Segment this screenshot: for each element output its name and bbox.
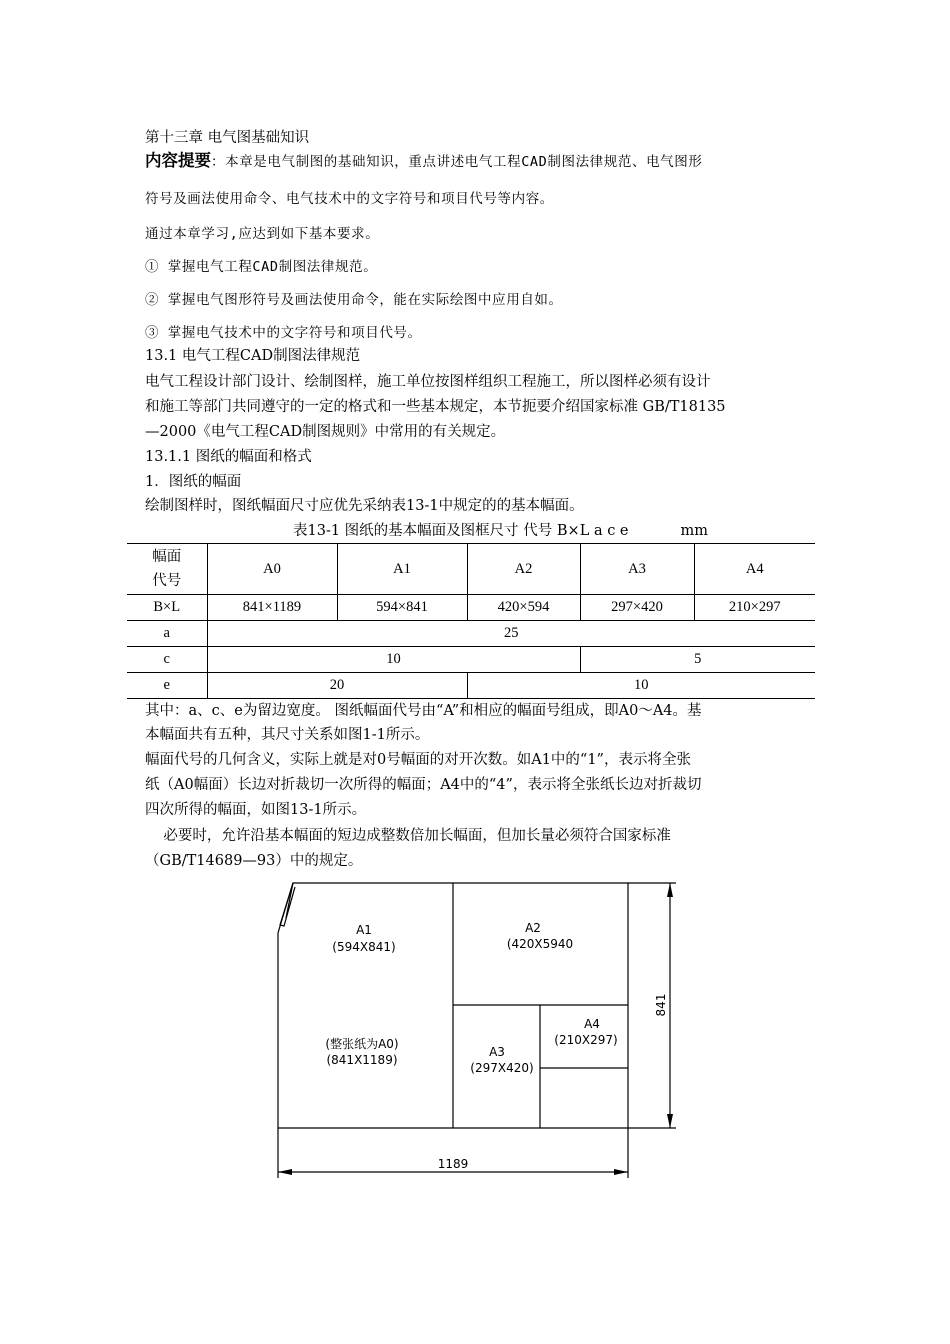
- table-header-cell: A2: [467, 544, 580, 595]
- item-1-heading: 1．图纸的幅面: [145, 474, 242, 490]
- row-label: e: [127, 673, 207, 699]
- summary-text-1: ：本章是电气制图的基础知识，重点讲述电气工程CAD制图法律规范、电气图形: [211, 154, 703, 170]
- table-header-cell: A0: [207, 544, 337, 595]
- dim-height-label: 841: [654, 993, 668, 1017]
- requirement-3: ③ 掌握电气技术中的文字符号和项目代号。: [145, 325, 422, 341]
- after-table-line-6: 必要时，允许沿基本幅面的短边成整数倍加长幅面，但加长量必须符合国家标准: [145, 828, 671, 844]
- table-unit: mm: [680, 523, 709, 539]
- a3-label: A3: [489, 1045, 505, 1059]
- after-table-line-7: （GB/T14689—93）中的规定。: [145, 853, 363, 869]
- row-label: B×L: [127, 595, 207, 621]
- item-1-text: 绘制图样时，图纸幅面尺寸应优先采纳表13-1中规定的的基本幅面。: [145, 498, 584, 514]
- section-13-1-line-3: —2000《电气工程CAD制图规则》中常用的有关规定。: [145, 424, 506, 440]
- requirement-1: ① 掌握电气工程CAD制图法律规范。: [145, 259, 378, 275]
- arrow-right-icon: [614, 1169, 628, 1175]
- header-code-line-1: 幅面: [152, 549, 182, 565]
- a1-size: (594X841): [332, 940, 396, 954]
- table-cell: 594×841: [337, 595, 467, 621]
- a2-size: (420X5940: [506, 937, 574, 951]
- after-table-line-5: 四次所得的幅面，如图13-1所示。: [145, 802, 367, 818]
- table-cell: 841×1189: [207, 595, 337, 621]
- chapter-title: 第十三章 电气图基础知识: [145, 130, 310, 146]
- table-cell: 420×594: [467, 595, 580, 621]
- table-cell: 297×420: [580, 595, 694, 621]
- arrow-left-icon: [278, 1169, 292, 1175]
- after-table-line-4: 纸（A0幅面）长边对折裁切一次所得的幅面；A4中的“4”，表示将全张纸长边对折裁切: [145, 777, 702, 793]
- summary-label: 内容提要: [145, 151, 211, 170]
- after-table-line-3: 幅面代号的几何含义，实际上就是对0号幅面的对开次数。如A1中的“1”，表示将全张: [145, 752, 691, 768]
- after-table-line-2: 本幅面共有五种，其尺寸关系如图1-1所示。: [145, 727, 430, 743]
- section-13-1-1-title: 13.1.1 图纸的幅面和格式: [145, 449, 312, 465]
- table-caption-text: 表13-1 图纸的基本幅面及图框尺寸 代号 B×L a c e: [293, 523, 629, 539]
- table-cell: 25: [207, 621, 815, 647]
- table-cell: 20: [207, 673, 467, 699]
- table-header-cell: A1: [337, 544, 467, 595]
- section-13-1-title: 13.1 电气工程CAD制图法律规范: [145, 348, 361, 364]
- row-label: a: [127, 621, 207, 647]
- dim-width-label: 1189: [437, 1157, 469, 1171]
- a4-label: A4: [584, 1017, 600, 1031]
- a0-note: (整张纸为A0): [325, 1037, 399, 1051]
- a2-label: A2: [525, 921, 541, 935]
- folded-corner-icon: [280, 883, 295, 926]
- table-cell: 10: [207, 647, 580, 673]
- requirement-2: ② 掌握电气图形符号及画法使用命令，能在实际绘图中应用自如。: [145, 292, 563, 308]
- row-label: c: [127, 647, 207, 673]
- a4-size: (210X297): [554, 1033, 618, 1047]
- a1-label: A1: [356, 923, 372, 937]
- table-cell: 5: [580, 647, 815, 673]
- header-code-line-2: 代号: [152, 573, 182, 589]
- after-table-line-1: 其中：a、c、e为留边宽度。 图纸幅面代号由“A”和相应的幅面号组成，即A0～A4。基: [145, 703, 702, 719]
- table-cell: 210×297: [694, 595, 815, 621]
- table-cell: 10: [467, 673, 815, 699]
- a3-size: (297X420): [470, 1061, 534, 1075]
- section-13-1-line-2: 和施工等部门共同遵守的一定的格式和一些基本规定，本节扼要介绍国家标准 GB/T18135: [145, 399, 726, 415]
- table-header-cell: A3: [580, 544, 694, 595]
- a0-size: (841X1189): [326, 1053, 398, 1067]
- summary-text-2: 符号及画法使用命令、电气技术中的文字符号和项目代号等内容。: [145, 191, 554, 207]
- intro-text: 通过本章学习,应达到如下基本要求。: [145, 226, 380, 242]
- section-13-1-line-1: 电气工程设计部门设计、绘制图样，施工单位按图样组织工程施工，所以图样必须有设计: [145, 374, 711, 390]
- arrow-up-icon: [667, 883, 673, 897]
- arrow-down-icon: [667, 1114, 673, 1128]
- table-header-cell: A4: [694, 544, 815, 595]
